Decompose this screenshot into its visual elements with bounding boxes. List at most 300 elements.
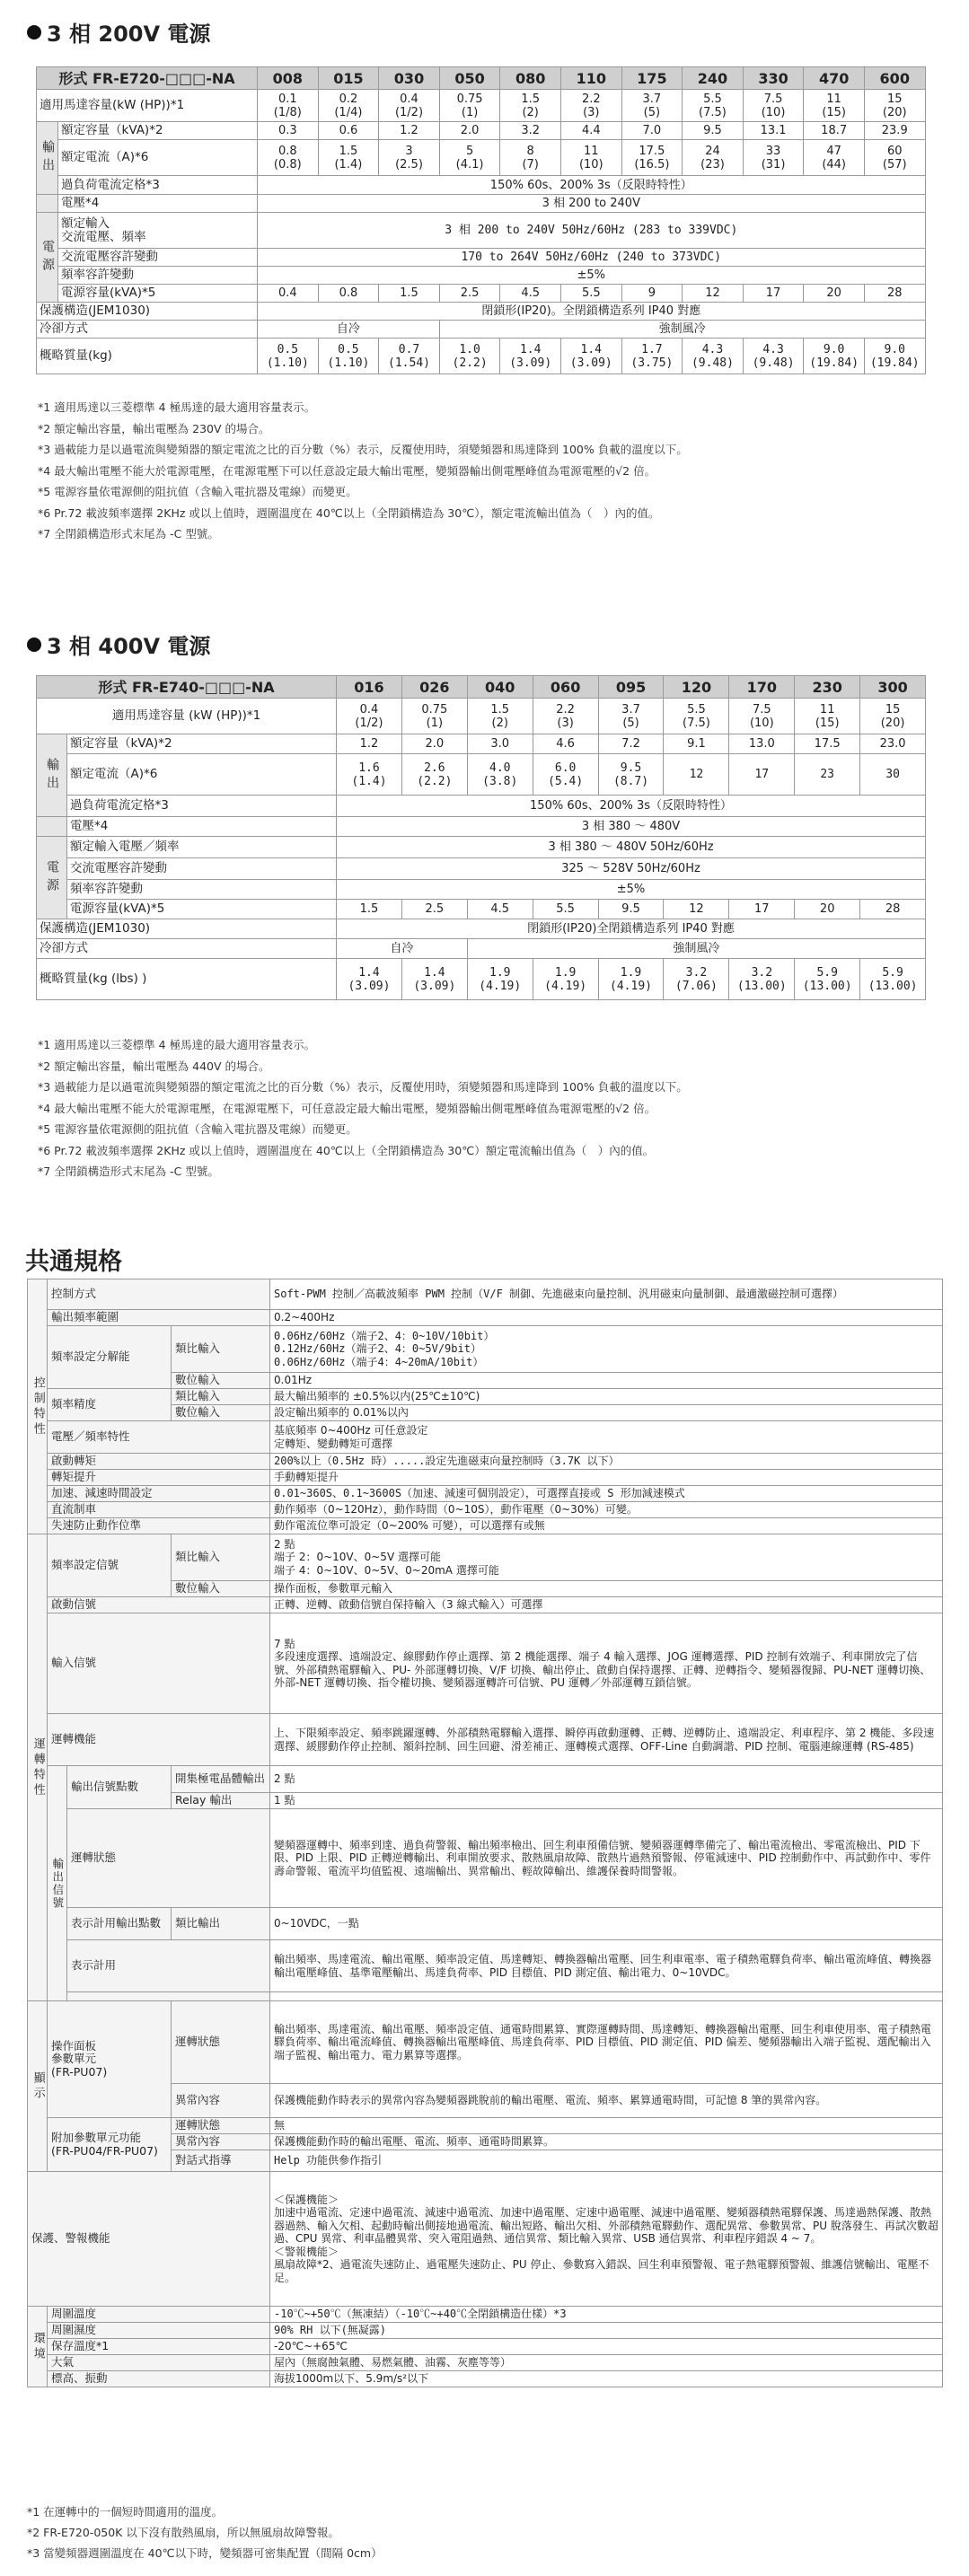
- mass-cell: [337, 959, 402, 1000]
- mass-label: 概略質量(kg): [37, 338, 258, 374]
- mass-cell: [401, 959, 467, 1000]
- cooling-self: 自冷: [337, 939, 468, 959]
- stall-value: 動作電流位準可設定（0~200% 可變），可以選擇有或無: [270, 1518, 943, 1534]
- models-cell: 095: [598, 676, 664, 699]
- current-cell: [795, 754, 860, 796]
- mass-value-alt: (3.09): [509, 356, 552, 370]
- current-cell: [379, 140, 440, 176]
- input-signal-label: 輸入信號: [48, 1613, 270, 1714]
- models-cell: 050: [439, 67, 500, 90]
- mass-value-alt: (13.00): [868, 979, 918, 993]
- ambient-humidity-value: 90% RH 以下(無凝露): [270, 2323, 943, 2339]
- motor-cell: [743, 90, 804, 122]
- motor-value: 3.7: [621, 702, 640, 717]
- mass-value: 1.9: [554, 965, 577, 980]
- motor-cell: [439, 90, 500, 122]
- current-cell: [337, 754, 402, 796]
- mass-value: 1.7: [641, 342, 663, 356]
- motor-value: 11: [819, 702, 835, 717]
- accdec-value: 0.01~360S、0.1~3600S（加速、減速可個別設定），可選擇直接或 S 形加減速模式: [270, 1486, 943, 1502]
- motor-cell: [621, 90, 683, 122]
- freq-signal-digital-value: 操作面板，參數單元輸入: [270, 1581, 943, 1597]
- current-value: 1.6: [358, 760, 380, 775]
- models-cell: 008: [258, 67, 319, 90]
- footnote: *3 過載能力是以過電流與變頻器的額定電流之比的百分數（%）表示，反覆使用時，須變頻器和馬達降到 100% 負載的溫度以下。: [38, 443, 688, 456]
- spacer-cell: [67, 1992, 270, 2001]
- motor-cell: [860, 699, 926, 734]
- pcap-cell: 20: [804, 285, 865, 303]
- motor-value-alt: (15): [815, 716, 840, 730]
- current-value-alt: (5.4): [548, 774, 584, 788]
- pcap-cell: 20: [795, 900, 860, 919]
- mass-cell: [560, 338, 621, 374]
- optional-abnormal-value: 保護機能動作時的輸出電壓、電流、頻率、通電時間累算。: [270, 2134, 943, 2150]
- start-torque-label: 啟動轉矩: [48, 1454, 270, 1470]
- notes-common: [27, 2501, 383, 2563]
- rated-input-value: 3 相 200 to 240V 50Hz/60Hz (283 to 339VDC): [258, 213, 926, 249]
- meter-display-value: 輸出頻率、馬達電流、輸出電壓、頻率設定值、馬達轉矩、轉換器輸出電壓、回生利車電率、電子積熱電驛負荷率、輸出電流峰值、轉換器輸出電壓峰值、基準電壓輸出、馬達負荷率、PID 目標值、PID 測定值、輸出電力、0~10VDC。: [270, 1940, 943, 1992]
- motor-value: 11: [826, 92, 841, 106]
- mass-value-alt: (3.09): [413, 979, 456, 993]
- mass-cell: [743, 338, 804, 374]
- accdec-label: 加速、減速時間設定: [48, 1486, 270, 1502]
- capacity-cell: 0.3: [258, 122, 319, 140]
- motor-value: 5.5: [703, 92, 722, 106]
- panel-label: 操作面板 參數單元 (FR-PU07): [48, 2001, 172, 2118]
- output-freq-value: 0.2~400Hz: [270, 1310, 943, 1326]
- voltage-variation-value: 325 ～ 528V 50Hz/60Hz: [337, 858, 926, 880]
- common-spec-title: 共通規格: [25, 1248, 122, 1276]
- mass-value: 4.3: [762, 342, 784, 356]
- run-function-value: 上、下限頻率設定、頻率跳躍運轉、外部積熱電驛輸入選擇、瞬停再啟動運轉、正轉、逆轉防止、遠端設定、利車程序、第 2 機能、多段速選擇、緩膠動作停止控制、額斜控制、回生回避、滑差補正、運轉模式選擇、OFF-Line 自動調諧、PID 控制、電腦連線運轉 (RS-485): [270, 1714, 943, 1766]
- bullet-icon: [27, 637, 41, 652]
- current-value-alt: (1.4): [351, 774, 387, 788]
- pcap-cell: 9.5: [598, 900, 664, 919]
- motor-value-alt: (1/8): [273, 105, 302, 119]
- motor-value: 0.2: [339, 92, 358, 106]
- protection-function-label: 保護、警報機能: [28, 2172, 270, 2307]
- altitude-label: 標高、振動: [48, 2371, 270, 2387]
- rated-input-value: 3 相 380 ～ 480V 50Hz/60Hz: [337, 837, 926, 858]
- pcap-cell: 9: [621, 285, 683, 303]
- voltage-variation-value: 170 to 264V 50Hz/60Hz (240 to 373VDC): [258, 249, 926, 267]
- power-group-label: 電源: [37, 213, 58, 303]
- notes-200v: [38, 397, 688, 545]
- meter-display-label: 表示計用: [67, 1940, 270, 1992]
- frequency-variation-value: ±5%: [258, 267, 926, 285]
- current-value-alt: (0.8): [273, 157, 302, 171]
- motor-value-alt: (7.5): [683, 716, 710, 730]
- freq-accuracy-label: 頻率精度: [48, 1389, 172, 1421]
- motor-cell: [795, 699, 860, 734]
- rated-input-label-a: 額定輸入: [61, 215, 110, 231]
- panel-run-status-value: 輸出頻率、馬達電流、輸出電壓、頻率設定值、通電時間累算、實際運轉時間、馬達轉矩、轉換器輸出電壓、回生利車使用率、電子積熱電驛負荷率、輸出電流峰值、轉換器輸出電壓峰值、馬達負荷率、PID 目標值、PID 測定值、PID 偏差、變頻器輸出入端子監視、選配輸出入端子監視、輸出電力、電力累算等選擇。: [270, 2001, 943, 2084]
- motor-value: 7.5: [763, 92, 783, 106]
- relay-value: 1 點: [270, 1793, 943, 1809]
- motor-cell: [598, 699, 664, 734]
- footnote: *2 額定輸出容量，輸出電壓為 440V 的場合。: [38, 1059, 270, 1073]
- footnote: *1 在運轉中的一個短時間適用的溫度。: [27, 2505, 224, 2519]
- current-value-alt: (7): [522, 157, 539, 171]
- voltage-value: 3 相 200 to 240V: [258, 195, 926, 213]
- run-state-value: 變頻器運轉中、頻率到達、過負荷警報、輸出頻率檢出、回生利車預備信號、變頻器運轉準備完了、輸出電流檢出、零電流檢出、PID 下限、PID 上限、PID 正轉逆轉輸出、利車開放要求、散熱風扇故障、散熱片過熱預警報、停電減速中、PID 控制動作中、再試動作中、零件壽命警報、電流平均值監視、遠端輸出、異常輸出、輕故障輸出、維護保養時間警報。: [270, 1809, 943, 1908]
- motor-value-alt: (1): [426, 716, 444, 730]
- open-collector-label: 開集極電晶體輸出: [172, 1766, 270, 1793]
- mass-value: 1.9: [489, 965, 511, 980]
- capacity-cell: 18.7: [804, 122, 865, 140]
- vf-value: 基底頻率 0~400Hz 可任意設定 定轉矩、變動轉矩可選擇: [270, 1421, 943, 1454]
- current-cell: [729, 754, 795, 796]
- current-cell: [467, 754, 533, 796]
- models-cell: 060: [533, 676, 598, 699]
- panel-abnormal-label: 異常內容: [172, 2084, 270, 2118]
- mass-value: 3.2: [751, 965, 773, 980]
- current-value: 1.5: [339, 144, 358, 158]
- pcap-cell: 0.4: [258, 285, 319, 303]
- freq-resolution-digital-label: 數位輸入: [172, 1373, 270, 1389]
- models-cell: 040: [467, 676, 533, 699]
- motor-cell: [258, 90, 319, 122]
- models-cell: 016: [337, 676, 402, 699]
- freq-signal-analog-value: 2 點 端子 2：0~10V、0~5V 選擇可能 端子 4：0~10V、0~5V、0~20mA 選擇可能: [270, 1534, 943, 1581]
- footnote: *4 最大輸出電壓不能大於電源電壓，在電源電壓下可以任意設定最大輸出電壓，變頻器輸出側電壓峰值為電源電壓的√2 倍。: [38, 463, 656, 478]
- protection-value: 閉鎖形(IP20)。全閉鎖構造系列 IP40 對應: [258, 303, 926, 321]
- panel-run-status-label: 運轉狀態: [172, 2001, 270, 2084]
- footnote: *4 最大輸出電壓不能大於電源電壓，在電源電壓下，可任意設定最大輸出電壓，變頻器輸出側電壓峰值為電源電壓的√2 倍。: [38, 1101, 656, 1115]
- pcap-cell: 5.5: [533, 900, 598, 919]
- current-value: 47: [826, 144, 841, 158]
- current-cell: [560, 140, 621, 176]
- mass-value-alt: (2.2): [452, 356, 488, 370]
- stall-label: 失速防止動作位準: [48, 1518, 270, 1534]
- mass-value-alt: (1.10): [327, 356, 370, 370]
- motor-value-alt: (3): [583, 105, 600, 119]
- models-cell: 240: [683, 67, 744, 90]
- mass-value: 1.0: [459, 342, 480, 356]
- current-value-alt: (57): [882, 157, 907, 171]
- open-collector-value: 2 點: [270, 1766, 943, 1793]
- cooling-forced: 強制風冷: [439, 321, 925, 338]
- current-value: 17.5: [639, 144, 665, 158]
- current-value: 12: [689, 768, 704, 781]
- current-cell: [500, 140, 561, 176]
- mass-cell: [467, 959, 533, 1000]
- footnote: *7 全閉鎖構造形式末尾為 -C 型號。: [38, 527, 219, 541]
- mass-value: 1.4: [358, 965, 380, 980]
- current-value: 3: [405, 144, 413, 158]
- mass-cell: [258, 338, 319, 374]
- cooling-self: 自冷: [258, 321, 440, 338]
- current-cell: [664, 754, 729, 796]
- capacity-cell: 9.1: [664, 734, 729, 754]
- power-group-label: 電源: [37, 837, 67, 919]
- models-cell: 170: [729, 676, 795, 699]
- footnote: *1 適用馬達以三菱標準 4 極馬達的最大適用容量表示。: [38, 1038, 316, 1051]
- frequency-variation-value: ±5%: [337, 880, 926, 900]
- motor-capacity-label: 適用馬達容量 (kW (HP))*1: [37, 699, 337, 734]
- output-points-label: 輸出信號點數: [67, 1766, 172, 1809]
- capacity-cell: 0.6: [318, 122, 379, 140]
- models-cell: 015: [318, 67, 379, 90]
- mass-value: 9.0: [823, 342, 845, 356]
- rated-capacity-label: 額定容量（kVA)*2: [58, 122, 258, 140]
- current-cell: [401, 754, 467, 796]
- footnote: *6 Pr.72 載波頻率選擇 2KHz 或以上值時，週圍溫度在 40℃以上（全閉鎖構造為 30℃），額定電流輸出值為（ ）內的值。: [38, 506, 660, 520]
- motor-value: 15: [885, 702, 901, 717]
- cooling-label: 冷卻方式: [37, 939, 337, 959]
- rated-current-label: 額定電流（A)*6: [58, 140, 258, 176]
- footnote: *1 適用馬達以三菱標準 4 極馬達的最大適用容量表示。: [38, 400, 316, 414]
- ambient-humidity-label: 周圍濕度: [48, 2323, 270, 2339]
- optional-abnormal-label: 異常內容: [172, 2134, 270, 2150]
- pcap-cell: 2.5: [401, 900, 467, 919]
- motor-cell: [683, 90, 744, 122]
- motor-value: 0.75: [421, 702, 448, 717]
- motor-value-alt: (1/2): [394, 105, 424, 119]
- current-value: 2.6: [424, 760, 445, 775]
- current-value-alt: (10): [578, 157, 603, 171]
- mass-label: 概略質量(kg (lbs) ): [37, 959, 337, 1000]
- storage-temp-value: -20℃~+65℃: [270, 2339, 943, 2355]
- current-value: 23: [820, 768, 835, 781]
- mass-value-alt: (3.09): [569, 356, 612, 370]
- motor-cell: [804, 90, 865, 122]
- motor-cell: [379, 90, 440, 122]
- motor-value-alt: (10): [749, 716, 774, 730]
- freq-accuracy-analog-label: 類比輸入: [172, 1389, 270, 1405]
- meter-analog-label: 類比輸出: [172, 1908, 270, 1940]
- protection-value: 閉鎖形(IP20)全閉鎖構造系列 IP40 對應: [337, 919, 926, 939]
- footnote: *3 過載能力是以過電流與變頻器的額定電流之比的百分數（%）表示，反覆使用時，須變頻器和馬達降到 100% 負載的溫度以下。: [38, 1080, 688, 1094]
- footnote: *2 FR-E720-050K 以下沒有散熱風扇，所以無風扇故障警報。: [27, 2526, 339, 2539]
- capacity-cell: 3.2: [500, 122, 561, 140]
- motor-value: 0.75: [456, 92, 483, 106]
- current-value: 60: [886, 144, 903, 158]
- ambient-temp-label: 周圍溫度: [48, 2307, 270, 2323]
- footnote: *5 電源容量依電源側的阻抗值（含輸入電抗器及電線）而變更。: [38, 1122, 357, 1136]
- models-cell: 600: [864, 67, 925, 90]
- pcap-cell: 1.5: [337, 900, 402, 919]
- input-signal-value: 7 點 多段速度選擇、遠端設定、線膠動作停止選擇、第 2 機能選擇、端子 4 輸入選擇、JOG 運轉選擇、PID 控制有效端子、利車開放完了信號、外部積熱電驛輸入、PU- 外部運轉切換、V/F 切換、輸出停止、啟動自保持選擇、正轉、逆轉指令、變頻器復歸、PU-NET 運轉切換、外部-NET 運轉切換、指令權切換、變頻器運轉許可信號、PU 運轉／外部運轉互鎖信號。: [270, 1613, 943, 1714]
- group-control: 控制特性: [28, 1279, 48, 1534]
- capacity-cell: 7.0: [621, 122, 683, 140]
- rated-capacity-label: 額定容量（kVA)*2: [67, 734, 337, 754]
- spacer-cell: [37, 195, 58, 213]
- pcap-cell: 0.8: [318, 285, 379, 303]
- mass-cell: [598, 959, 664, 1000]
- current-cell: [258, 140, 319, 176]
- motor-value: 1.5: [521, 92, 541, 106]
- motor-value: 5.5: [687, 702, 706, 717]
- current-cell: [804, 140, 865, 176]
- pcap-cell: 28: [864, 285, 925, 303]
- models-cell: 175: [621, 67, 683, 90]
- mass-value: 3.2: [685, 965, 708, 980]
- footnote: *6 Pr.72 載波頻率選擇 2KHz 或以上值時，週圍溫度在 40℃以上（全閉鎖構造為 30℃）額定電流輸出值為（ ）內的值。: [38, 1143, 655, 1157]
- current-value: 24: [705, 144, 720, 158]
- freq-resolution-digital-value: 0.01Hz: [270, 1373, 943, 1389]
- mass-value-alt: (1.54): [388, 356, 430, 370]
- rated-input-label: [58, 213, 258, 249]
- motor-value-alt: (1): [461, 105, 479, 119]
- group-environment: 環境: [28, 2307, 48, 2387]
- atmosphere-label: 大氣: [48, 2355, 270, 2371]
- mass-value-alt: (4.19): [544, 979, 587, 993]
- current-value-alt: (1.4): [334, 157, 363, 171]
- freq-accuracy-digital-value: 設定輸出頻率的 0.01%以內: [270, 1405, 943, 1421]
- current-value: 0.8: [277, 144, 297, 158]
- power-capacity-label: 電源容量(kVA)*5: [58, 285, 258, 303]
- motor-value-alt: (5): [622, 716, 639, 730]
- motor-value-alt: (1/4): [334, 105, 363, 119]
- freq-signal-analog-label: 類比輸入: [172, 1534, 270, 1581]
- dialog-guide-value: Help 功能供參作指引: [270, 2150, 943, 2172]
- mass-value: 0.7: [398, 342, 420, 356]
- current-value-alt: (2.2): [417, 774, 453, 788]
- pcap-cell: 17: [743, 285, 804, 303]
- capacity-cell: 4.6: [533, 734, 598, 754]
- motor-value-alt: (1/2): [355, 716, 383, 730]
- optional-run-status-label: 運轉狀態: [172, 2118, 270, 2134]
- protection-label: 保護構造(JEM1030): [37, 919, 337, 939]
- rated-input-label-b: 交流電壓、頻率: [61, 229, 146, 244]
- motor-value: 0.4: [359, 702, 379, 717]
- motor-value-alt: (10): [761, 105, 786, 119]
- mass-value: 0.5: [277, 342, 299, 356]
- mass-cell: [683, 338, 744, 374]
- current-cell: [439, 140, 500, 176]
- motor-value-alt: (3): [557, 716, 574, 730]
- pcap-cell: 17: [729, 900, 795, 919]
- mass-value-alt: (19.84): [809, 356, 859, 370]
- atmosphere-value: 屋內（無腐蝕氣體、易燃氣體、油霧、灰塵等等）: [270, 2355, 943, 2371]
- current-value-alt: (8.7): [612, 774, 649, 788]
- motor-value-alt: (2): [491, 716, 508, 730]
- mass-cell: [729, 959, 795, 1000]
- current-value-alt: (23): [700, 157, 725, 171]
- motor-capacity-label: 適用馬達容量(kW (HP))*1: [37, 90, 258, 122]
- voltage-value: 3 相 380 ～ 480V: [337, 817, 926, 837]
- mass-cell: [379, 338, 440, 374]
- meter-output-value: 0~10VDC，一點: [270, 1908, 943, 1940]
- current-value-alt: (16.5): [634, 157, 670, 171]
- current-cell: [598, 754, 664, 796]
- models-cell: 030: [379, 67, 440, 90]
- ambient-temp-value: -10℃~+50℃（無凍結）（-10℃~+40℃全閉鎖構造仕樣）*3: [270, 2307, 943, 2323]
- start-torque-value: 200%以上（0.5Hz 時）.....設定先進磁束向量控制時（3.7K 以下）: [270, 1454, 943, 1470]
- capacity-cell: 17.5: [795, 734, 860, 754]
- motor-value-alt: (20): [880, 716, 905, 730]
- motor-cell: [337, 699, 402, 734]
- footnote: *5 電源容量依電源側的阻抗值（含輸入電抗器及電線）而變更。: [38, 485, 357, 498]
- motor-cell: [560, 90, 621, 122]
- optional-run-status-value: 無: [270, 2118, 943, 2134]
- current-value: 8: [526, 144, 534, 158]
- motor-value: 1.5: [490, 702, 510, 717]
- models-cell: 080: [500, 67, 561, 90]
- footnote: *2 額定輸出容量，輸出電壓為 230V 的場合。: [38, 421, 270, 435]
- overload-value: 150% 60s、200% 3s（反限時特性）: [337, 796, 926, 817]
- motor-value: 2.2: [556, 702, 575, 717]
- motor-cell: [864, 90, 925, 122]
- mass-cell: [864, 338, 925, 374]
- relay-label: Relay 輸出: [172, 1793, 270, 1809]
- rated-input-label: 額定輸入電壓／頻率: [67, 837, 337, 858]
- current-value: 5: [465, 144, 474, 158]
- motor-cell: [318, 90, 379, 122]
- storage-temp-label: 保存溫度*1: [48, 2339, 270, 2355]
- section-title-400v: [27, 629, 210, 660]
- freq-signal-digital-label: 數位輸入: [172, 1581, 270, 1597]
- footnote: *3 當變頻器週圍溫度在 40℃以下時，變頻器可密集配置（間隔 0cm）: [27, 2546, 383, 2560]
- group-output-signal: 輸出信號: [48, 1766, 67, 2001]
- mass-value-alt: (9.48): [752, 356, 795, 370]
- voltage-variation-label: 交流電壓容許變動: [67, 858, 337, 880]
- capacity-cell: 13.1: [743, 122, 804, 140]
- models-cell: 110: [560, 67, 621, 90]
- current-value-alt: (44): [822, 157, 846, 171]
- mass-value-alt: (19.84): [869, 356, 920, 370]
- capacity-cell: 23.0: [860, 734, 926, 754]
- overload-value: 150% 60s、200% 3s（反限時特性）: [258, 176, 926, 195]
- start-signal-value: 正轉、逆轉、啟動信號自保持輸入（3 線式輸入）可選擇: [270, 1597, 943, 1613]
- dialog-guide-label: 對話式指導: [172, 2150, 270, 2172]
- mass-value-alt: (4.19): [479, 979, 522, 993]
- capacity-cell: 13.0: [729, 734, 795, 754]
- mass-value: 1.4: [519, 342, 542, 356]
- current-value: 4.0: [489, 760, 511, 775]
- power-capacity-label: 電源容量(kVA)*5: [67, 900, 337, 919]
- freq-accuracy-digital-label: 數位輸入: [172, 1405, 270, 1421]
- pcap-cell: 4.5: [500, 285, 561, 303]
- models-cell: 470: [804, 67, 865, 90]
- mass-cell: [439, 338, 500, 374]
- cooling-forced: 強制風冷: [467, 939, 925, 959]
- motor-value-alt: (15): [822, 105, 846, 119]
- group-display: 顯示: [28, 2001, 48, 2172]
- mass-cell: [664, 959, 729, 1000]
- motor-value-alt: (20): [882, 105, 907, 119]
- common-spec-table: [27, 1279, 943, 2387]
- pcap-cell: 28: [860, 900, 926, 919]
- mass-value-alt: (7.06): [674, 979, 718, 993]
- pcap-cell: 2.5: [439, 285, 500, 303]
- freq-resolution-analog-value: 0.06Hz/60Hz（端子2、4：0~10V/10bit） 0.12Hz/60Hz（端子2、4：0~5V/9bit） 0.06Hz/60Hz（端子4：4~20mA/10bit）: [270, 1326, 943, 1373]
- overload-label: 過負荷電流定格*3: [67, 796, 337, 817]
- spec-table-400v: [36, 675, 926, 1000]
- meter-output-label: 表示計用輸出點數: [67, 1908, 172, 1940]
- run-state-label: 運轉狀態: [67, 1809, 270, 1908]
- freq-resolution-label: 頻率設定分解能: [48, 1326, 172, 1389]
- capacity-cell: 7.2: [598, 734, 664, 754]
- overload-label: 過負荷電流定格*3: [58, 176, 258, 195]
- optional-unit-label: 附加參數單元功能 (FR-PU04/FR-PU07): [48, 2118, 172, 2172]
- footnote: *7 全閉鎖構造形式末尾為 -C 型號。: [38, 1165, 219, 1178]
- control-method-value: Soft-PWM 控制／高載波頻率 PWM 控制（V/F 制御、先進磁束向量控制、汎用磁束向量制御、最適激磁控制可選擇）: [270, 1279, 943, 1310]
- frequency-variation-label: 頻率容許變動: [67, 880, 337, 900]
- frequency-variation-label: 頻率容許變動: [58, 267, 258, 285]
- current-value: 11: [584, 144, 599, 158]
- capacity-cell: 2.0: [401, 734, 467, 754]
- voltage-label: 電壓*4: [67, 817, 337, 837]
- notes-400v: [38, 1034, 688, 1182]
- rated-current-label: 額定電流（A)*6: [67, 754, 337, 796]
- current-value: 9.5: [620, 760, 642, 775]
- run-function-label: 運轉機能: [48, 1714, 270, 1766]
- protection-label: 保護構造(JEM1030): [37, 303, 258, 321]
- models-cell: 300: [860, 676, 926, 699]
- models-cell: 230: [795, 676, 860, 699]
